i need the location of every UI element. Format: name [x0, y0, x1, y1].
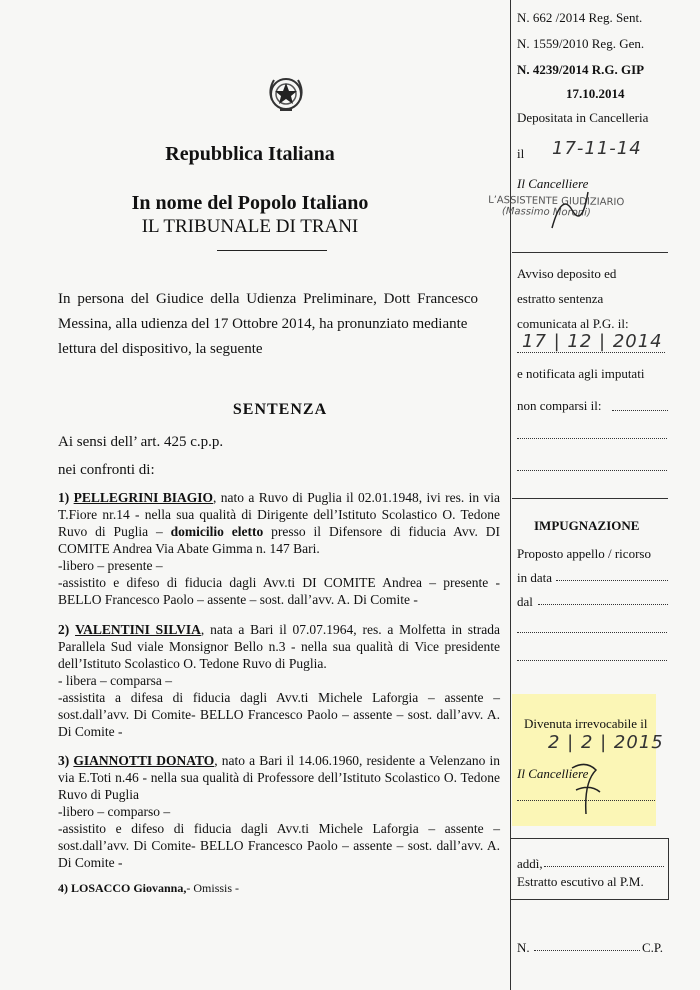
- intro-line-3: lettura del dispositivo, la seguente: [58, 341, 263, 357]
- avviso-line-1: Avviso deposito ed: [517, 266, 617, 281]
- party-description: [58, 621, 500, 672]
- party-number: 3): [58, 753, 70, 768]
- margin-rule: [512, 252, 668, 253]
- party-status: - libera – comparsa –: [58, 673, 172, 688]
- dotted-line: [544, 866, 664, 867]
- dotted-line: [517, 438, 667, 439]
- party-entry: [58, 621, 500, 740]
- confronti-label: nei confronti di:: [58, 462, 155, 478]
- signature-mark: [548, 188, 592, 232]
- il-label: il: [517, 146, 525, 161]
- dotted-line: [538, 604, 668, 605]
- party-number: 2): [58, 622, 70, 637]
- party-4-omissis: - Omissis -: [186, 881, 240, 895]
- reg-gen: N. 1559/2010 Reg. Gen.: [517, 36, 645, 51]
- italian-emblem-icon: [264, 70, 308, 114]
- dotted-line: [517, 632, 667, 633]
- avviso-date-handwritten: 17 | 12 | 2014: [522, 331, 663, 352]
- non-comparsi-label: non comparsi il:: [517, 398, 602, 413]
- republic-title: Repubblica Italiana: [165, 143, 335, 165]
- party-name: PELLEGRINI BIAGIO: [73, 490, 214, 505]
- party-defense: -assistito e difeso di fiducia dagli Avv.ti DI COMITE Andrea – presente - BELLO Francesco Paolo – assente – sost. dall’avv. A. Di Comite -: [58, 575, 500, 607]
- dotted-line: [612, 410, 668, 411]
- party-defense: -assistita a difesa di fiducia dagli Avv.ti Michele Laforgia – assente – sost.dall’avv. Di Comite- BELLO Francesco Paolo – assente – sost. dall’avv. A. Di Comite -: [58, 690, 500, 739]
- dotted-line: [534, 950, 640, 951]
- dal-label: dal: [517, 594, 533, 609]
- dotted-line: [556, 580, 668, 581]
- stamp-line-2: (Massimo Moroni): [501, 206, 591, 219]
- sentenza-heading: SENTENZA: [232, 401, 328, 418]
- party-details: , nato a Ruvo di Puglia il 02.01.1948, ivi res. in via T.Fiore nr.14 - nella sua qualità di Dirigente dell’Istituto Scolastico O. Tedone Ruvo di Puglia –: [58, 490, 500, 539]
- party-4-name: 4) LOSACCO Giovanna,: [58, 881, 187, 895]
- deposit-date-handwritten: 17-11-14: [552, 138, 642, 159]
- margin-rule: [512, 498, 668, 499]
- signature-mark: [566, 760, 606, 816]
- party-details-cont: presso il Difensore di fiducia Avv. DI COMITE Andrea Via Abate Gimma n. 147 Bari.: [58, 524, 501, 556]
- intro-line-2: Messina, alla udienza del 17 Ottobre 2014, ha pronunziato mediante: [58, 316, 468, 332]
- party-description: [58, 752, 500, 803]
- avviso-line-2: estratto sentenza: [517, 291, 604, 306]
- reg-sent: N. 662 /2014 Reg. Sent.: [517, 10, 643, 25]
- party-entry: [58, 489, 500, 608]
- dotted-line: [517, 660, 667, 661]
- rg-gip: N. 4239/2014 R.G. GIP: [517, 62, 645, 77]
- party-name: VALENTINI SILVIA: [75, 622, 201, 637]
- party-status: -libero – presente –: [58, 558, 163, 573]
- estratto-label: Estratto escutivo al P.M.: [517, 874, 644, 889]
- notificata-label: e notificata agli imputati: [517, 366, 645, 381]
- n-label: N.: [517, 940, 530, 955]
- stamp-line-1: L’ASSISTENTE GIUDIZIARIO: [488, 194, 625, 209]
- party-details: , nata a Bari il 07.07.1964, res. a Molfetta in strada Parallela Sud viale Monsignor Bello n.3 - nella sua qualità di Vice presidente dell’Istituto Scolastico O. Tedone Ruvo di Puglia.: [58, 622, 500, 671]
- irrevocable-date-handwritten: 2 | 2 | 2015: [548, 732, 664, 753]
- party-number: 1): [58, 490, 70, 505]
- legal-reference: Ai sensi dell’ art. 425 c.p.p.: [58, 434, 224, 450]
- in-data-label: in data: [517, 570, 553, 585]
- cp-label: C.P.: [642, 940, 663, 955]
- proposto-label: Proposto appello / ricorso: [517, 546, 651, 561]
- party-details: , nato a Bari il 14.06.1960, residente a Velenzano in via E.Toti n.46 - nella sua qualità di Professore dell’Istituto Scolastico O. Tedone Ruvo di Puglia: [58, 753, 500, 802]
- intro-paragraph: [58, 287, 478, 362]
- title-divider: [217, 250, 327, 251]
- dotted-line: [517, 352, 665, 353]
- party-4-entry: [58, 881, 239, 896]
- party-entry: [58, 752, 500, 871]
- intro-line-1: In persona del Giudice della Udienza Preliminare, Dott Francesco: [58, 291, 478, 307]
- impugnazione-heading: IMPUGNAZIONE: [534, 518, 640, 533]
- party-description: [58, 489, 500, 557]
- in-nome-title: In nome del Popolo Italiano: [131, 192, 369, 214]
- dotted-line: [517, 470, 667, 471]
- party-name: GIANNOTTI DONATO: [73, 753, 215, 768]
- domicile-label: domicilio eletto: [162, 524, 264, 539]
- cancelliere-label: Il Cancelliere: [517, 176, 589, 191]
- depositata-label: Depositata in Cancelleria: [517, 110, 649, 125]
- party-status: -libero – comparso –: [58, 804, 171, 819]
- dotted-line: [517, 800, 655, 801]
- addi-label: addì,: [517, 856, 543, 871]
- cancelliere-label-2: Il Cancelliere: [517, 766, 589, 781]
- avviso-line-3: comunicata al P.G. il:: [517, 316, 629, 331]
- gip-date: 17.10.2014: [566, 86, 625, 101]
- tribunale-title: IL TRIBUNALE DI TRANI: [141, 216, 359, 237]
- party-defense: -assistito e difeso di fiducia dagli Avv.ti Michele Laforgia – assente – sost.dall’avv. Di Comite- BELLO Francesco Paolo – assente – sost. dall’avv. A. Di Comite -: [58, 821, 500, 870]
- divenuta-label: Divenuta irrevocabile il: [524, 716, 648, 731]
